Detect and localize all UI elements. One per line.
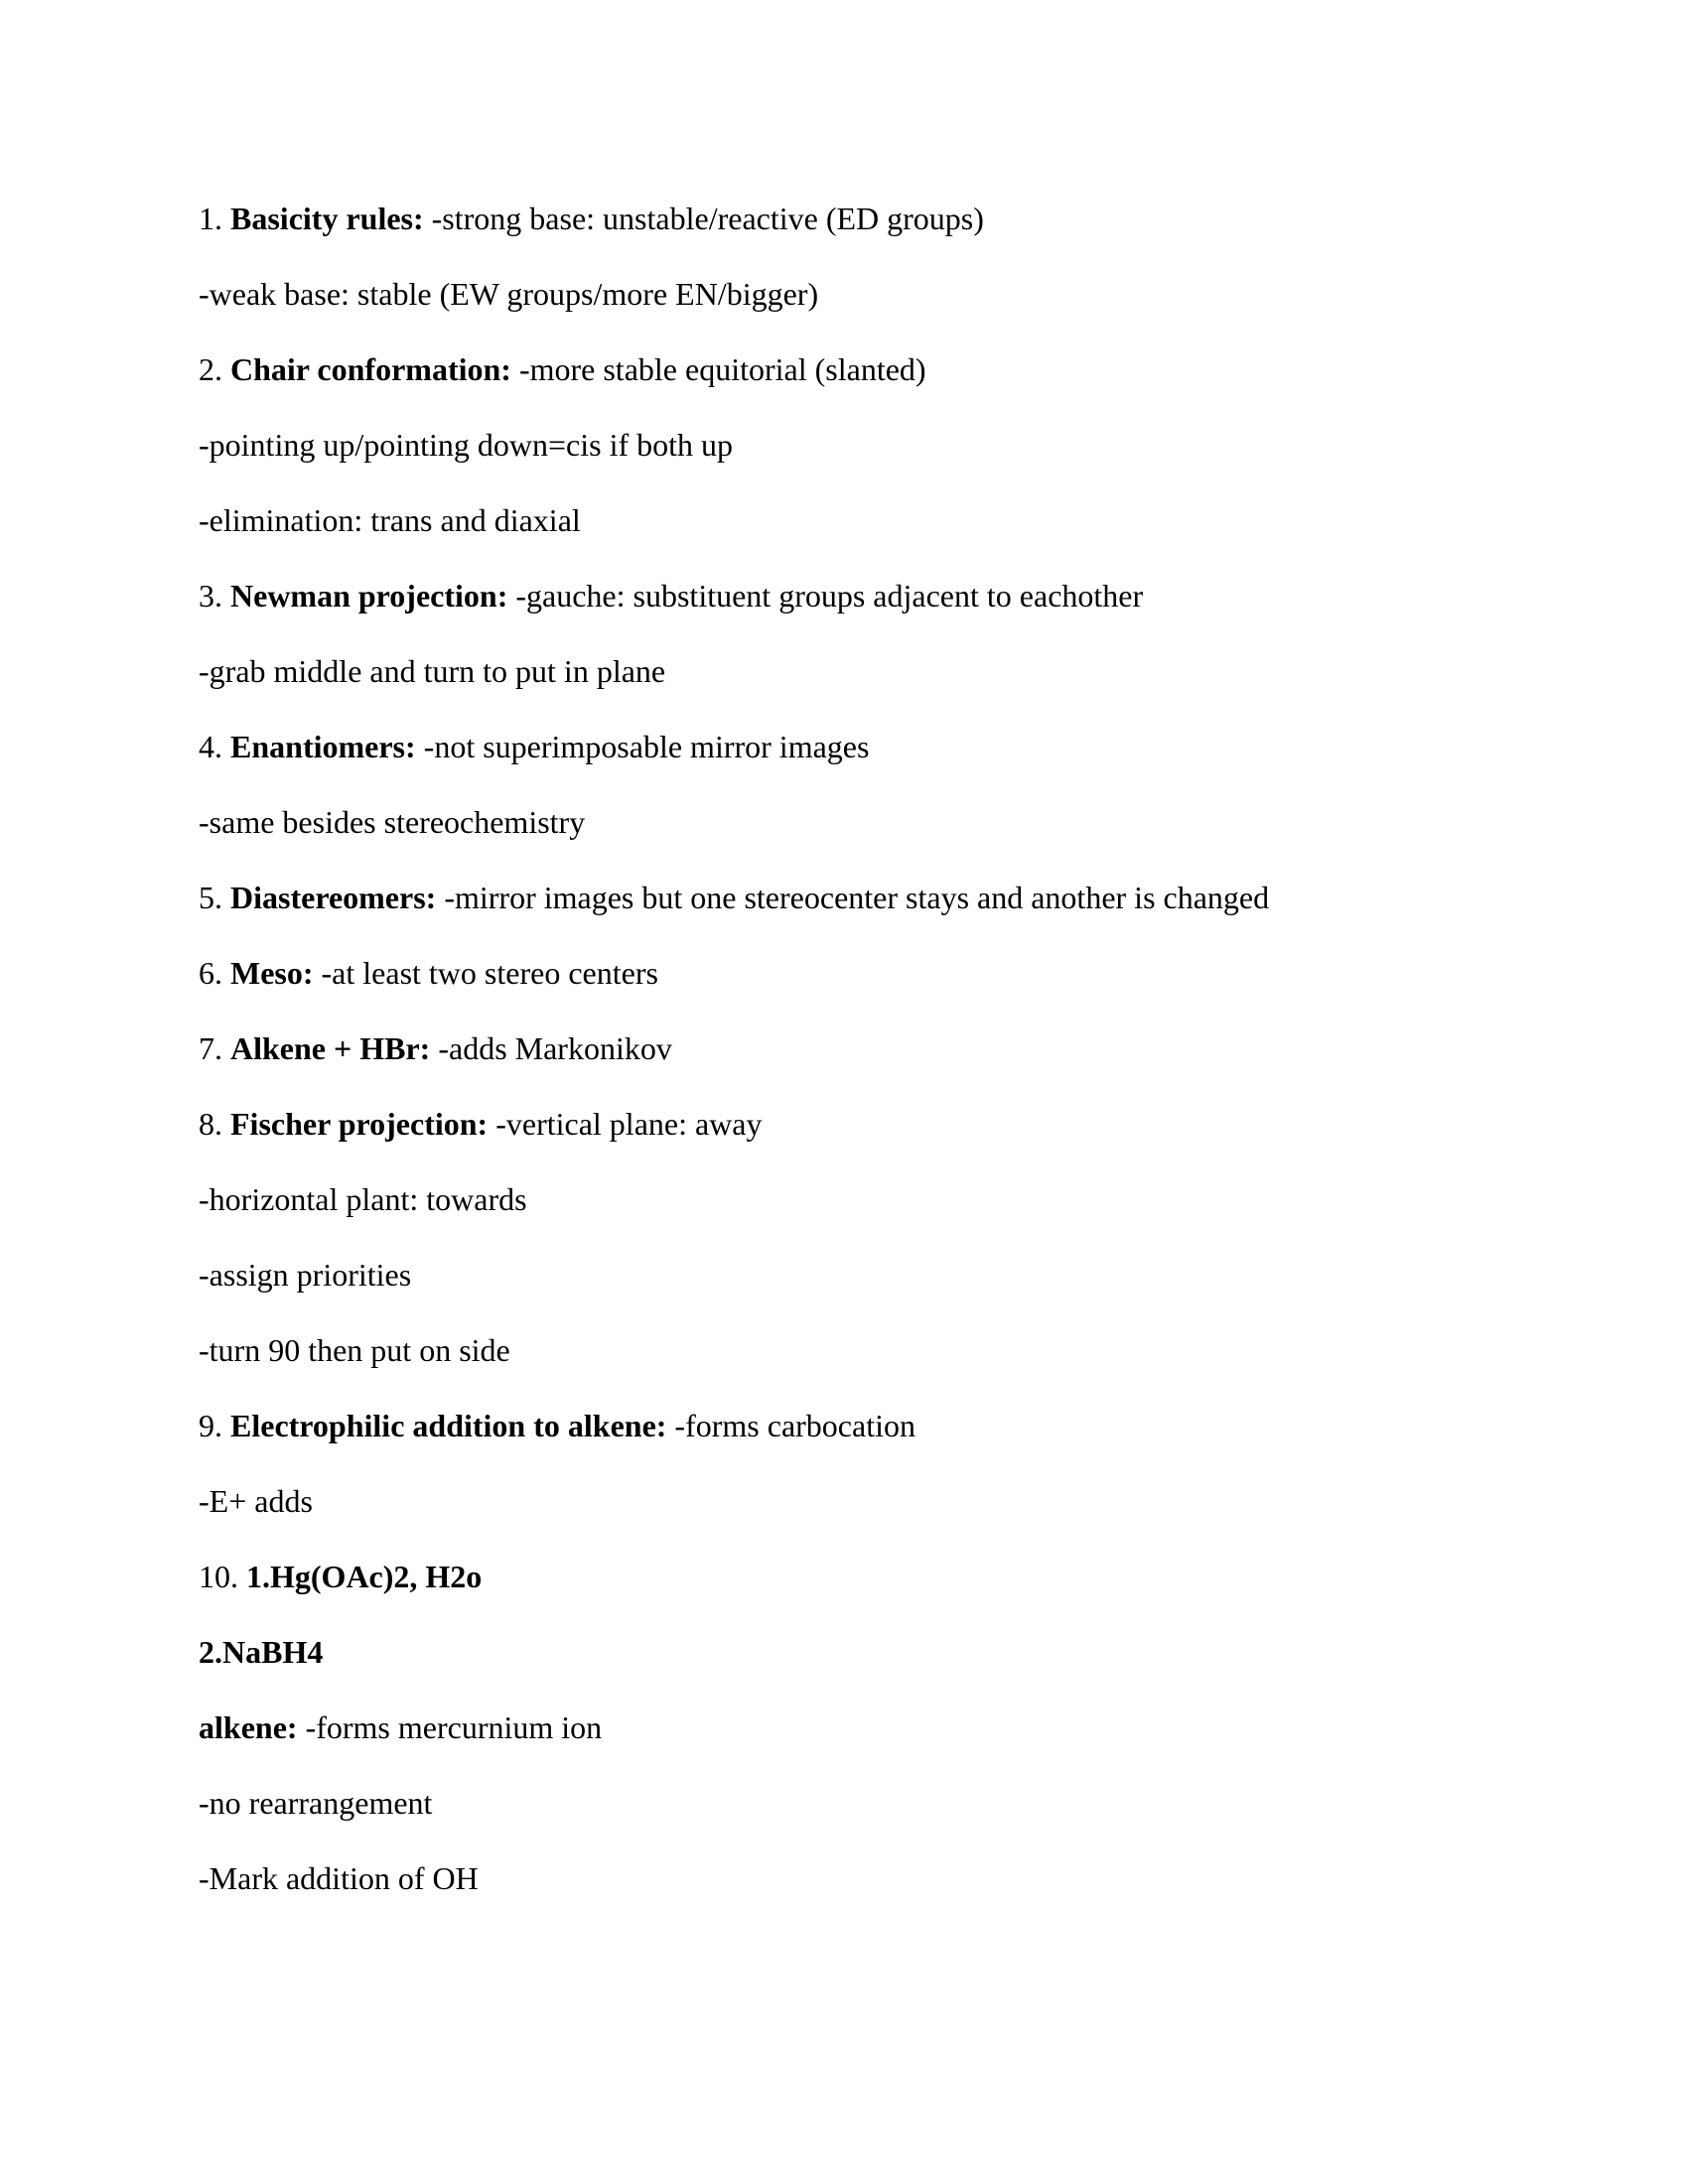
item-text: -Mark addition of OH	[199, 1860, 479, 1896]
item-text: -turn 90 then put on side	[199, 1332, 510, 1368]
item-term: Electrophilic addition to alkene:	[230, 1408, 667, 1443]
item-text: -vertical plane: away	[495, 1106, 763, 1142]
note-line-22	[199, 1783, 432, 1823]
note-line-5	[199, 500, 581, 540]
item-term: Diastereomers:	[230, 880, 437, 915]
item-number: 5.	[199, 880, 222, 915]
note-line-8	[199, 727, 869, 766]
item-term: alkene:	[199, 1709, 298, 1745]
item-text: -gauche: substituent groups adjacent to eachother	[515, 578, 1144, 614]
item-number: 7.	[199, 1030, 222, 1066]
item-text: -mirror images but one stereocenter stays and another is changed	[444, 880, 1270, 915]
item-term: 1.Hg(OAc)2, H2o	[246, 1559, 483, 1594]
note-line-20	[199, 1632, 323, 1672]
item-text: -horizontal plant: towards	[199, 1181, 527, 1217]
note-line-16	[199, 1330, 510, 1370]
note-line-23	[199, 1858, 479, 1898]
note-line-19	[199, 1557, 482, 1596]
item-number: 4.	[199, 729, 222, 764]
item-number: 10.	[199, 1559, 238, 1594]
item-number: 9.	[199, 1408, 222, 1443]
note-line-6	[199, 576, 1143, 615]
item-text: -grab middle and turn to put in plane	[199, 653, 666, 689]
item-text: -elimination: trans and diaxial	[199, 502, 581, 538]
note-line-13	[199, 1104, 763, 1144]
note-line-18	[199, 1481, 313, 1521]
note-line-17	[199, 1406, 915, 1445]
note-line-1	[199, 199, 984, 238]
item-text: -pointing up/pointing down=cis if both up	[199, 427, 734, 463]
item-text: -forms carbocation	[674, 1408, 915, 1443]
note-line-4	[199, 425, 733, 465]
item-text: -no rearrangement	[199, 1785, 433, 1821]
item-number: 3.	[199, 578, 222, 614]
item-text: -strong base: unstable/reactive (ED groups)	[431, 201, 984, 236]
item-text: -weak base: stable (EW groups/more EN/bigger)	[199, 276, 819, 312]
note-line-3	[199, 349, 926, 389]
item-text: -not superimposable mirror images	[423, 729, 870, 764]
item-number: 8.	[199, 1106, 222, 1142]
item-number: 2.	[199, 351, 222, 387]
note-line-11	[199, 953, 658, 993]
note-line-2	[199, 274, 818, 314]
item-term: 2.NaBH4	[199, 1634, 324, 1670]
note-line-7	[199, 651, 665, 691]
item-text: -E+ adds	[199, 1483, 313, 1519]
item-text: -more stable equitorial (slanted)	[518, 351, 926, 387]
note-line-14	[199, 1179, 527, 1219]
note-line-10	[199, 878, 1269, 917]
item-term: Chair conformation:	[230, 351, 511, 387]
note-line-9	[199, 802, 585, 842]
item-term: Fischer projection:	[230, 1106, 489, 1142]
item-number: 1.	[199, 201, 222, 236]
item-term: Alkene + HBr:	[230, 1030, 431, 1066]
item-term: Meso:	[230, 955, 314, 991]
item-text: -adds Markonikov	[438, 1030, 672, 1066]
item-text: -at least two stereo centers	[321, 955, 658, 991]
item-text: -assign priorities	[199, 1257, 412, 1293]
note-line-12	[199, 1028, 672, 1068]
note-line-21	[199, 1707, 602, 1747]
item-term: Enantiomers:	[230, 729, 416, 764]
item-term: Basicity rules:	[230, 201, 424, 236]
note-line-15	[199, 1255, 411, 1295]
item-text: -forms mercurnium ion	[305, 1709, 603, 1745]
item-number: 6.	[199, 955, 222, 991]
item-term: Newman projection:	[230, 578, 508, 614]
item-text: -same besides stereochemistry	[199, 804, 586, 840]
